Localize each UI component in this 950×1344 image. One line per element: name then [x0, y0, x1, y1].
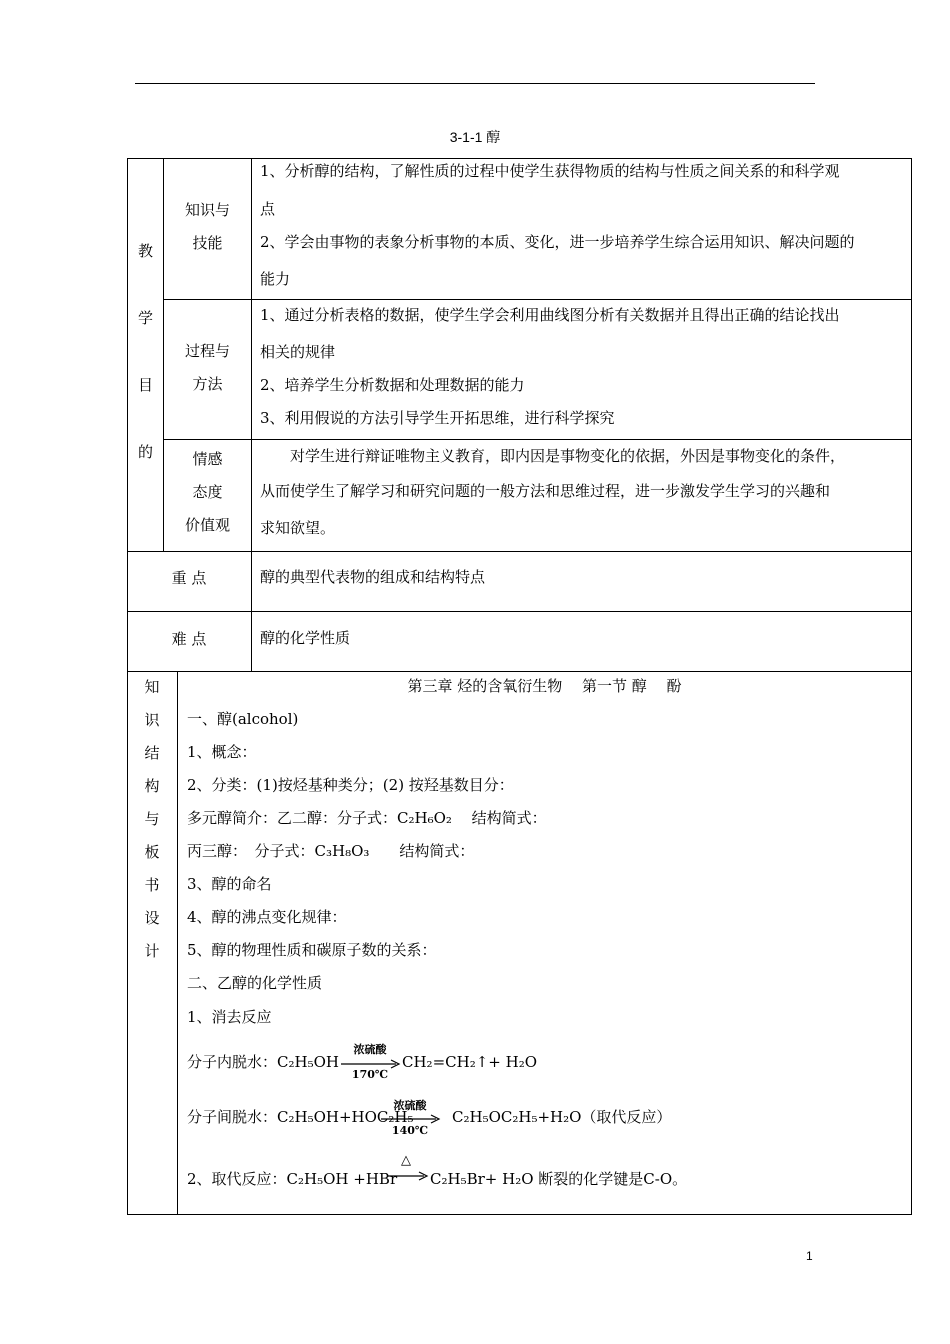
reaction-condition-above: 浓硫酸: [353, 1043, 387, 1056]
reaction-condition-above: △: [401, 1153, 411, 1168]
reaction-condition-below: 170℃: [351, 1068, 389, 1081]
reaction-condition-above: 浓硫酸: [393, 1099, 427, 1112]
reaction-products: C₂H₅Br+ H₂O 断裂的化学键是C-O。: [430, 1170, 688, 1188]
row-content-line: 3、利用假说的方法引导学生开拓思维，进行科学探究: [260, 409, 615, 427]
key-point-label: 重 点: [171, 569, 207, 587]
board-line: 5、醇的物理性质和碳原子数的关系：: [187, 941, 437, 959]
row-label-line: 方法: [192, 375, 223, 393]
row-content-line: 对学生进行辩证唯物主义教育，即内因是事物变化的依据，外因是事物变化的条件，: [260, 447, 846, 465]
group-label-char: 目: [137, 376, 153, 394]
row-content-line: 能力: [260, 270, 291, 288]
board-label-char: 识: [144, 711, 160, 729]
board-label-char: 板: [144, 843, 160, 861]
reaction-arrow-icon: [340, 1058, 402, 1070]
row-content-line: 点: [260, 200, 276, 218]
board-line: 4、醇的沸点变化规律：: [187, 908, 347, 926]
board-label-char: 计: [144, 942, 160, 960]
row-content-line: 2、培养学生分析数据和处理数据的能力: [260, 376, 525, 394]
board-label-char: 与: [144, 810, 160, 828]
row-label-line: 情感: [192, 450, 223, 468]
row-content-line: 2、学会由事物的表象分析事物的本质、变化，进一步培养学生综合运用知识、解决问题的: [260, 233, 855, 251]
board-line: 多元醇简介：乙二醇：分子式：C₂H₆O₂ 结构简式：: [187, 809, 547, 827]
reaction-arrow-icon: [386, 1170, 430, 1182]
reaction-products: CH₂=CH₂↑+ H₂O: [402, 1053, 538, 1071]
row-content-line: 1、分析醇的结构，了解性质的过程中使学生获得物质的结构与性质之间关系的和科学观: [260, 162, 840, 180]
board-label-char: 结: [144, 744, 160, 762]
row-content-line: 求知欲望。: [260, 519, 336, 537]
board-label-char: 书: [144, 876, 160, 894]
board-line: 一、醇(alcohol): [187, 710, 299, 728]
row-label-line: 技能: [192, 234, 223, 252]
header-rule: [135, 83, 815, 84]
board-line: 2、分类：(1)按烃基种类分；(2) 按羟基数目分：: [187, 776, 514, 794]
key-point-content: 醇的典型代表物的组成和结构特点: [260, 568, 486, 586]
board-line: 1、消去反应: [187, 1008, 272, 1026]
reaction-arrow-icon: [380, 1113, 442, 1125]
board-label-char: 设: [144, 909, 160, 927]
board-line: 二、乙醇的化学性质: [187, 974, 323, 992]
group-label-char: 的: [137, 443, 153, 461]
reaction-reactants: 分子间脱水：C₂H₅OH+HOC₂H₅: [187, 1108, 414, 1126]
row-label-line: 知识与: [184, 201, 230, 219]
board-line: 丙三醇： 分子式：C₃H₈O₃ 结构简式：: [187, 842, 475, 860]
difficulty-content: 醇的化学性质: [260, 629, 351, 647]
row-label-line: 态度: [192, 483, 223, 501]
group-label-char: 学: [137, 309, 153, 327]
reaction-reactants: 2、取代反应：C₂H₅OH +HBr: [187, 1170, 398, 1188]
board-heading: 第三章 烃的含氧衍生物 第一节 醇 酚: [407, 677, 682, 695]
row-content-line: 相关的规律: [260, 343, 336, 361]
board-label-char: 知: [144, 678, 160, 696]
board-line: 3、醇的命名: [187, 875, 272, 893]
difficulty-label: 难 点: [171, 630, 207, 648]
row-content-line: 从而使学生了解学习和研究问题的一般方法和思维过程，进一步激发学生学习的兴趣和: [260, 482, 831, 500]
board-line: 1、概念：: [187, 743, 257, 761]
reaction-products: C₂H₅OC₂H₅+H₂O（取代反应）: [452, 1108, 672, 1126]
group-label-char: 教: [137, 242, 153, 260]
row-label-line: 过程与: [184, 342, 230, 360]
reaction-condition-below: 140℃: [391, 1124, 429, 1137]
row-content-line: 1、通过分析表格的数据，使学生学会利用曲线图分析有关数据并且得出正确的结论找出: [260, 306, 840, 324]
board-label-char: 构: [144, 777, 160, 795]
reaction-reactants: 分子内脱水：C₂H₅OH: [187, 1053, 339, 1071]
document-title: 3-1-1 醇: [449, 129, 501, 145]
row-label-line: 价值观: [184, 516, 230, 534]
page-number: 1: [806, 1249, 813, 1263]
